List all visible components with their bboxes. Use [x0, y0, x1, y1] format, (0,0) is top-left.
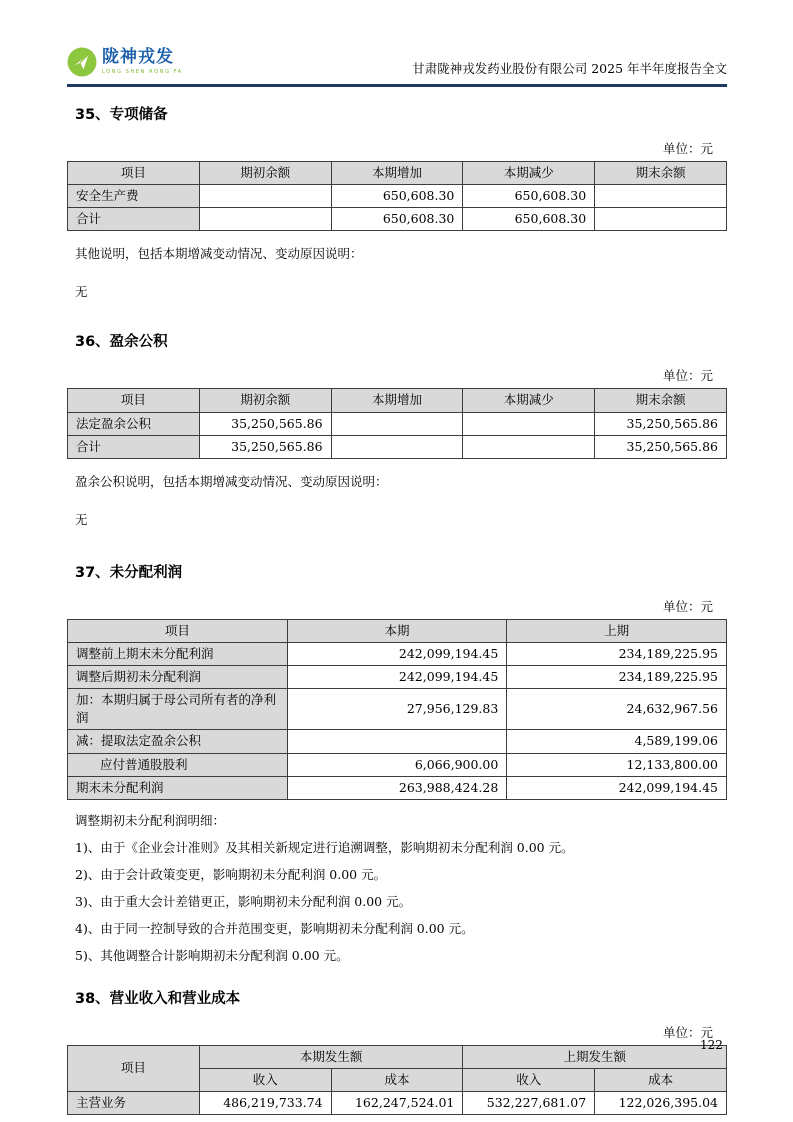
adjustment-note-2: 2)、由于会计政策变更，影响期初未分配利润 0.00 元。: [75, 866, 387, 882]
item-cell: 主营业务: [68, 1092, 200, 1115]
item-cell: 减：提取法定盈余公积: [68, 730, 288, 753]
header-cell: 项目: [68, 619, 288, 642]
table-row: [68, 208, 727, 231]
header-cell: 本期减少: [463, 162, 595, 185]
header-cell: 期末余额: [595, 162, 727, 185]
value-cell: 6,066,900.00: [287, 753, 507, 776]
adjustment-note-5: 5)、其他调整合计影响期初未分配利润 0.00 元。: [75, 947, 349, 963]
table-row: [68, 185, 727, 208]
header-cell: 期初余额: [199, 162, 331, 185]
section-35-note-value: 无: [75, 284, 88, 300]
value-cell: 12,133,800.00: [507, 753, 727, 776]
table-row: [68, 776, 727, 799]
section-36-note-value: 无: [75, 511, 88, 527]
value-cell: 4,589,199.06: [507, 730, 727, 753]
value-cell: 650,608.30: [331, 185, 463, 208]
section-35-heading: 35、专项储备: [75, 107, 168, 123]
subheader-cell: 收入: [463, 1068, 595, 1091]
item-cell: 合计: [68, 208, 200, 231]
value-cell: [199, 208, 331, 231]
item-cell: 应付普通股股利: [68, 753, 288, 776]
value-cell: [331, 435, 463, 458]
logo-text-en: LONG SHEN RONG FA: [102, 69, 183, 75]
section-36-unit-label: 单位：元: [662, 368, 713, 384]
revenue-cost-table: [67, 1045, 727, 1115]
item-cell: 加：本期归属于母公司所有者的净利润: [68, 689, 288, 730]
header-cell-prior-period: 上期发生额: [463, 1045, 727, 1068]
value-cell: 263,988,424.28: [287, 776, 507, 799]
header-cell: 期初余额: [199, 389, 331, 412]
value-cell: [331, 412, 463, 435]
value-cell: 650,608.30: [463, 185, 595, 208]
value-cell: 162,247,524.01: [331, 1092, 463, 1115]
value-cell: 122,026,395.04: [595, 1092, 727, 1115]
value-cell: [287, 730, 507, 753]
header-cell: 本期增加: [331, 162, 463, 185]
value-cell: 234,189,225.95: [507, 642, 727, 665]
value-cell: [463, 412, 595, 435]
adjustment-note-1: 1)、由于《企业会计准则》及其相关新规定进行追溯调整，影响期初未分配利润 0.00 元。: [75, 839, 574, 855]
company-logo-icon: [67, 47, 97, 77]
logo-text-cn: 陇神戎发: [102, 47, 174, 67]
logo-text-block: [102, 49, 183, 75]
value-cell: 242,099,194.45: [287, 666, 507, 689]
header-cell-current-period: 本期发生额: [199, 1045, 463, 1068]
document-title: 甘肃陇神戎发药业股份有限公司 2025 年半年度报告全文: [412, 61, 727, 76]
table-row: [68, 666, 727, 689]
section-36-note: 盈余公积说明，包括本期增减变动情况、变动原因说明：: [75, 473, 388, 489]
table-row: [68, 1092, 727, 1115]
value-cell: 27,956,129.83: [287, 689, 507, 730]
table-header-row: [68, 1045, 727, 1068]
table-header-row: [68, 162, 727, 185]
value-cell: 35,250,565.86: [199, 412, 331, 435]
table-row: [68, 753, 727, 776]
item-cell: 法定盈余公积: [68, 412, 200, 435]
value-cell: [595, 185, 727, 208]
header-cell: 期末余额: [595, 389, 727, 412]
header-cell: 项目: [68, 389, 200, 412]
value-cell: 650,608.30: [331, 208, 463, 231]
table-header-row: [68, 619, 727, 642]
page-number: 122: [700, 1038, 723, 1052]
section-36-heading: 36、盈余公积: [75, 334, 168, 351]
header-cell: 本期: [287, 619, 507, 642]
header-cell: 项目: [68, 162, 200, 185]
value-cell: [595, 208, 727, 231]
adjustment-note-3: 3)、由于重大会计差错更正，影响期初未分配利润 0.00 元。: [75, 893, 412, 909]
table-row: [68, 412, 727, 435]
value-cell: 242,099,194.45: [507, 776, 727, 799]
item-cell: 安全生产费: [68, 185, 200, 208]
value-cell: 242,099,194.45: [287, 642, 507, 665]
table-row: [68, 642, 727, 665]
header-cell: 上期: [507, 619, 727, 642]
item-cell: 合计: [68, 435, 200, 458]
adjustment-detail-label: 调整期初未分配利润明细：: [75, 812, 226, 828]
section-38-heading: 38、营业收入和营业成本: [75, 990, 241, 1007]
surplus-reserves-table: [67, 388, 727, 458]
item-cell: 期末未分配利润: [68, 776, 288, 799]
value-cell: 24,632,967.56: [507, 689, 727, 730]
value-cell: 234,189,225.95: [507, 666, 727, 689]
value-cell: 486,219,733.74: [199, 1092, 331, 1115]
section-38-unit-label: 单位：元: [662, 1024, 713, 1040]
table-row: [68, 730, 727, 753]
table-header-row: [68, 389, 727, 412]
value-cell: 35,250,565.86: [595, 412, 727, 435]
value-cell: [199, 185, 331, 208]
section-37-heading: 37、未分配利润: [75, 564, 183, 581]
section-37-unit-label: 单位：元: [662, 598, 713, 614]
value-cell: 35,250,565.86: [595, 435, 727, 458]
section-35-unit-label: 单位：元: [662, 141, 713, 156]
table-row: [68, 435, 727, 458]
undistributed-profit-table: [67, 619, 727, 800]
value-cell: 35,250,565.86: [199, 435, 331, 458]
subheader-cell: 收入: [199, 1068, 331, 1091]
section-35-note: 其他说明，包括本期增减变动情况、变动原因说明：: [75, 246, 363, 262]
page-header: [67, 0, 727, 87]
adjustment-note-4: 4)、由于同一控制导致的合并范围变更，影响期初未分配利润 0.00 元。: [75, 920, 474, 936]
table-row: [68, 689, 727, 730]
value-cell: 650,608.30: [463, 208, 595, 231]
subheader-cell: 成本: [331, 1068, 463, 1091]
special-reserves-table: [67, 161, 727, 231]
header-cell: 本期减少: [463, 389, 595, 412]
value-cell: [463, 435, 595, 458]
header-cell: 本期增加: [331, 389, 463, 412]
header-cell: 项目: [68, 1045, 200, 1091]
value-cell: 532,227,681.07: [463, 1092, 595, 1115]
subheader-cell: 成本: [595, 1068, 727, 1091]
company-logo: [67, 47, 183, 77]
item-cell: 调整前上期末未分配利润: [68, 642, 288, 665]
item-cell: 调整后期初未分配利润: [68, 666, 288, 689]
